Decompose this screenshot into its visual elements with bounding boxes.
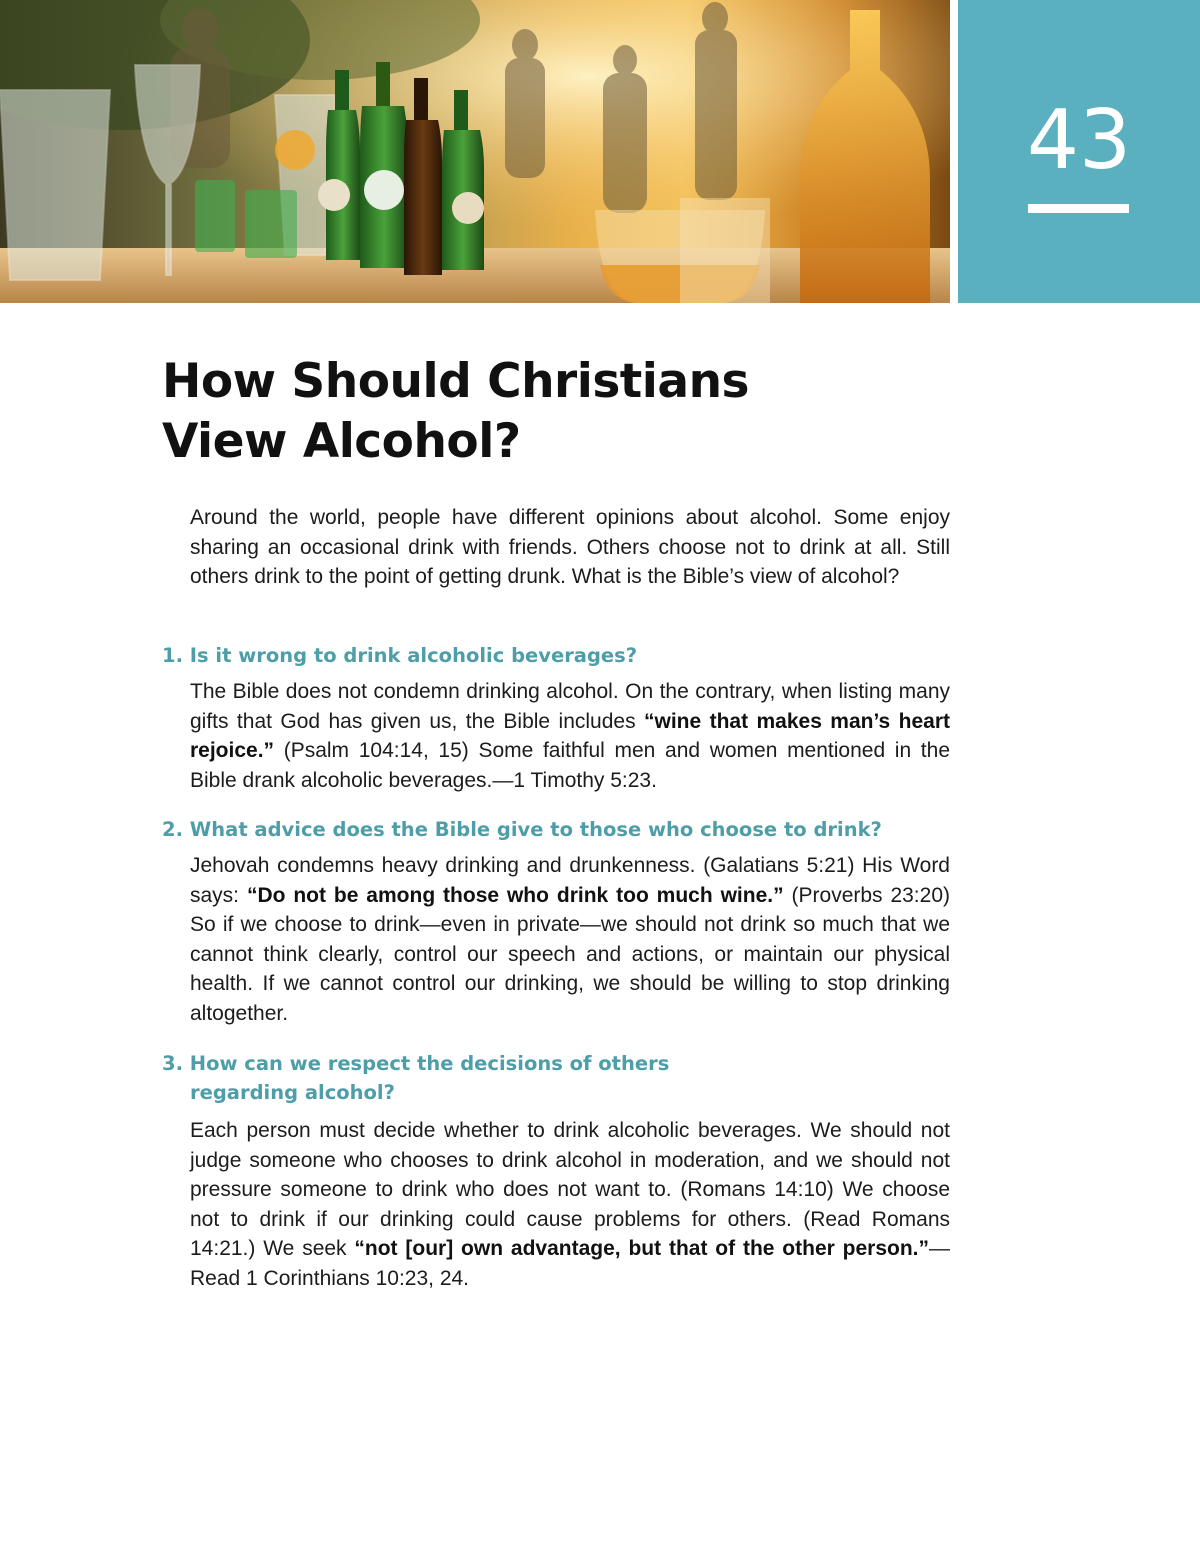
hero-illustration bbox=[0, 0, 950, 303]
scripture-quote: “not [our] own advantage, but that of the other person.” bbox=[354, 1237, 929, 1260]
question-1-heading: 1. Is it wrong to drink alcoholic beverages? bbox=[162, 644, 638, 667]
answer-text: (Proverbs 23:20) So if we choose to drink—even in private—we should not drink so much that we cannot think clearly, control our speech and actions, or maintain our physical health. If we cannot control our drinking, we should be willing to stop drinking altogether. bbox=[190, 883, 950, 1025]
page-title bbox=[162, 352, 749, 472]
chapter-tab bbox=[958, 0, 1200, 303]
page-title-line-1: How Should Christians bbox=[162, 354, 750, 409]
question-2-answer bbox=[190, 851, 950, 1028]
page-title-line-2: View Alcohol? bbox=[162, 414, 521, 469]
intro-paragraph: Around the world, people have different opinions about alcohol. Some enjoy sharing an occasional drink with friends. Others choose not to drink at all. Still others drink to the point of getting drunk. What is the Bible’s view of alcohol? bbox=[190, 506, 950, 588]
scripture-quote: “Do not be among those who drink too much wine.” bbox=[246, 883, 784, 907]
hero-photo bbox=[0, 0, 950, 303]
answer-text: —Read 1 Corinthians 10:23, 24. bbox=[190, 1237, 950, 1290]
question-1-answer bbox=[190, 677, 950, 795]
question-2-heading: 2. What advice does the Bible give to those who choose to drink? bbox=[162, 818, 882, 841]
question-3-heading-line-1: 3. How can we respect the decisions of others bbox=[162, 1052, 670, 1075]
scripture-quote: “wine that makes man’s heart rejoice.” bbox=[190, 709, 950, 762]
question-3-heading bbox=[162, 1049, 669, 1107]
answer-text: (Psalm 104:14, 15) Some faithful men and women mentioned in the Bible drank alcoholic beverages.—1 Timothy 5:23. bbox=[190, 739, 950, 792]
chapter-underline bbox=[1028, 204, 1129, 213]
answer-text: Jehovah condemns heavy drinking and drunkenness. (Galatians 5:21) His Word says: bbox=[190, 854, 950, 907]
question-3-heading-line-2: regarding alcohol? bbox=[190, 1081, 395, 1104]
question-3-answer bbox=[190, 1116, 950, 1293]
chapter-number: 43 bbox=[1026, 93, 1132, 188]
answer-text: Each person must decide whether to drink alcoholic beverages. We should not judge someone who chooses to drink alcohol in moderation, and we should not pressure someone to drink who does not want to. (Romans 14:10) We choose not to drink if our drinking could cause problems for others. (Read Romans 14:21.) We seek bbox=[190, 1119, 950, 1260]
answer-text: The Bible does not condemn drinking alcohol. On the contrary, when listing many gifts that God has given us, the Bible includes bbox=[190, 680, 950, 733]
